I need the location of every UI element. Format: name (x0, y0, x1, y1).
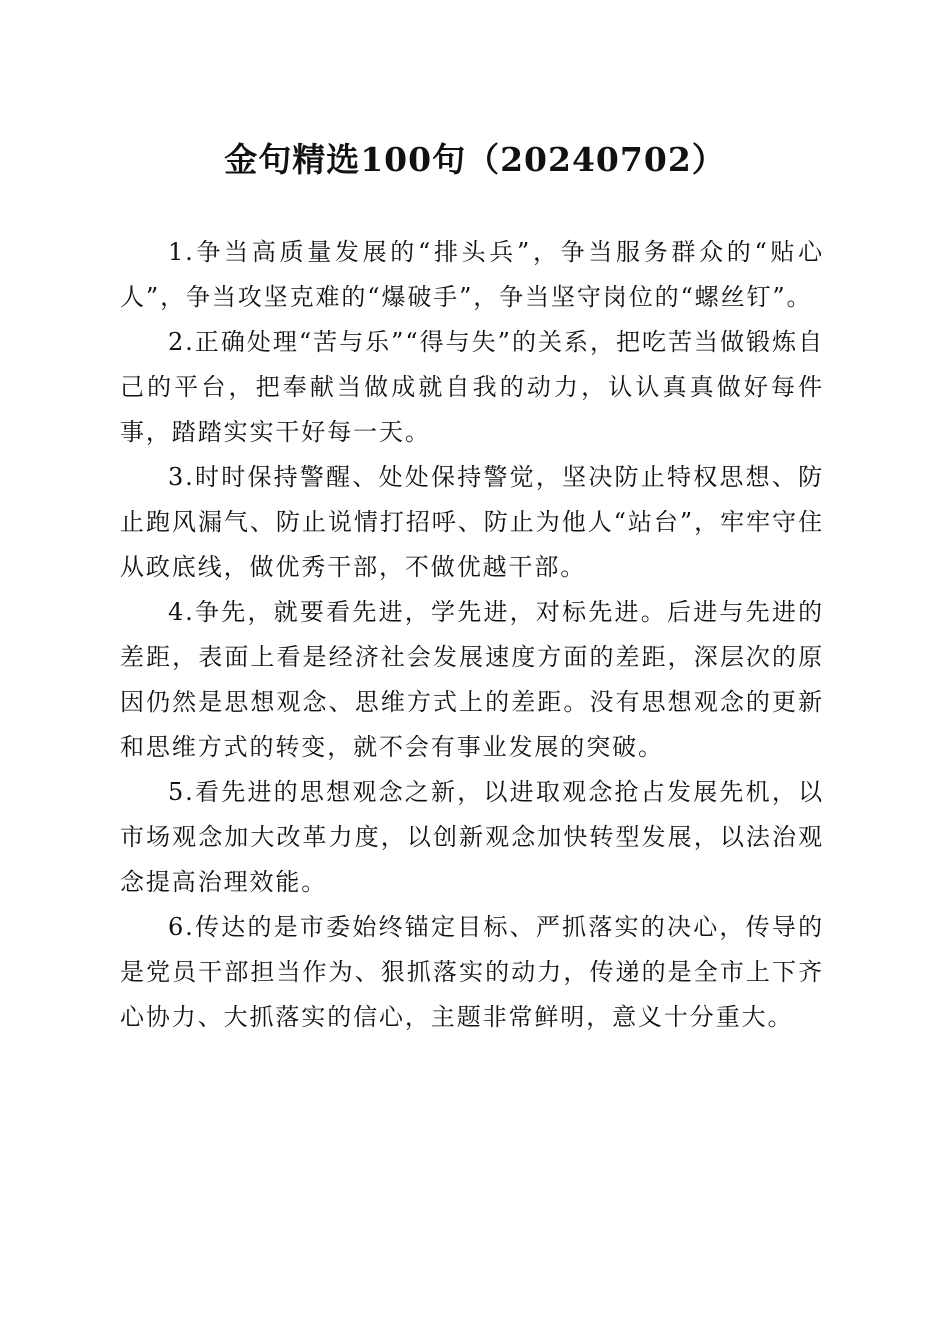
paragraph-5: 5.看先进的思想观念之新，以进取观念抢占发展先机，以市场观念加大改革力度，以创新观念加快转型发展，以法治观念提高治理效能。 (120, 778, 824, 896)
page-title: 金句精选100句（20240702） (224, 140, 726, 179)
paragraph-3: 3.时时保持警醒、处处保持警觉，坚决防止特权思想、防止跑风漏气、防止说情打招呼、防止为他人“站台”，牢牢守住从政底线，做优秀干部，不做优越干部。 (120, 463, 824, 581)
document-body (120, 230, 824, 1040)
paragraph-2: 2.正确处理“苦与乐”“得与失”的关系，把吃苦当做锻炼自己的平台，把奉献当做成就自我的动力，认认真真做好每件事，踏踏实实干好每一天。 (120, 328, 824, 446)
paragraph-6: 6.传达的是市委始终锚定目标、严抓落实的决心，传导的是党员干部担当作为、狠抓落实的动力，传递的是全市上下齐心协力、大抓落实的信心，主题非常鲜明，意义十分重大。 (120, 913, 824, 1031)
paragraph-4: 4.争先，就要看先进，学先进，对标先进。后进与先进的差距，表面上看是经济社会发展速度方面的差距，深层次的原因仍然是思想观念、思维方式上的差距。没有思想观念的更新和思维方式的转变，就不会有事业发展的突破。 (120, 598, 824, 761)
paragraph-1: 1.争当高质量发展的“排头兵”，争当服务群众的“贴心人”，争当攻坚克难的“爆破手”，争当坚守岗位的“螺丝钉”。 (120, 238, 824, 311)
